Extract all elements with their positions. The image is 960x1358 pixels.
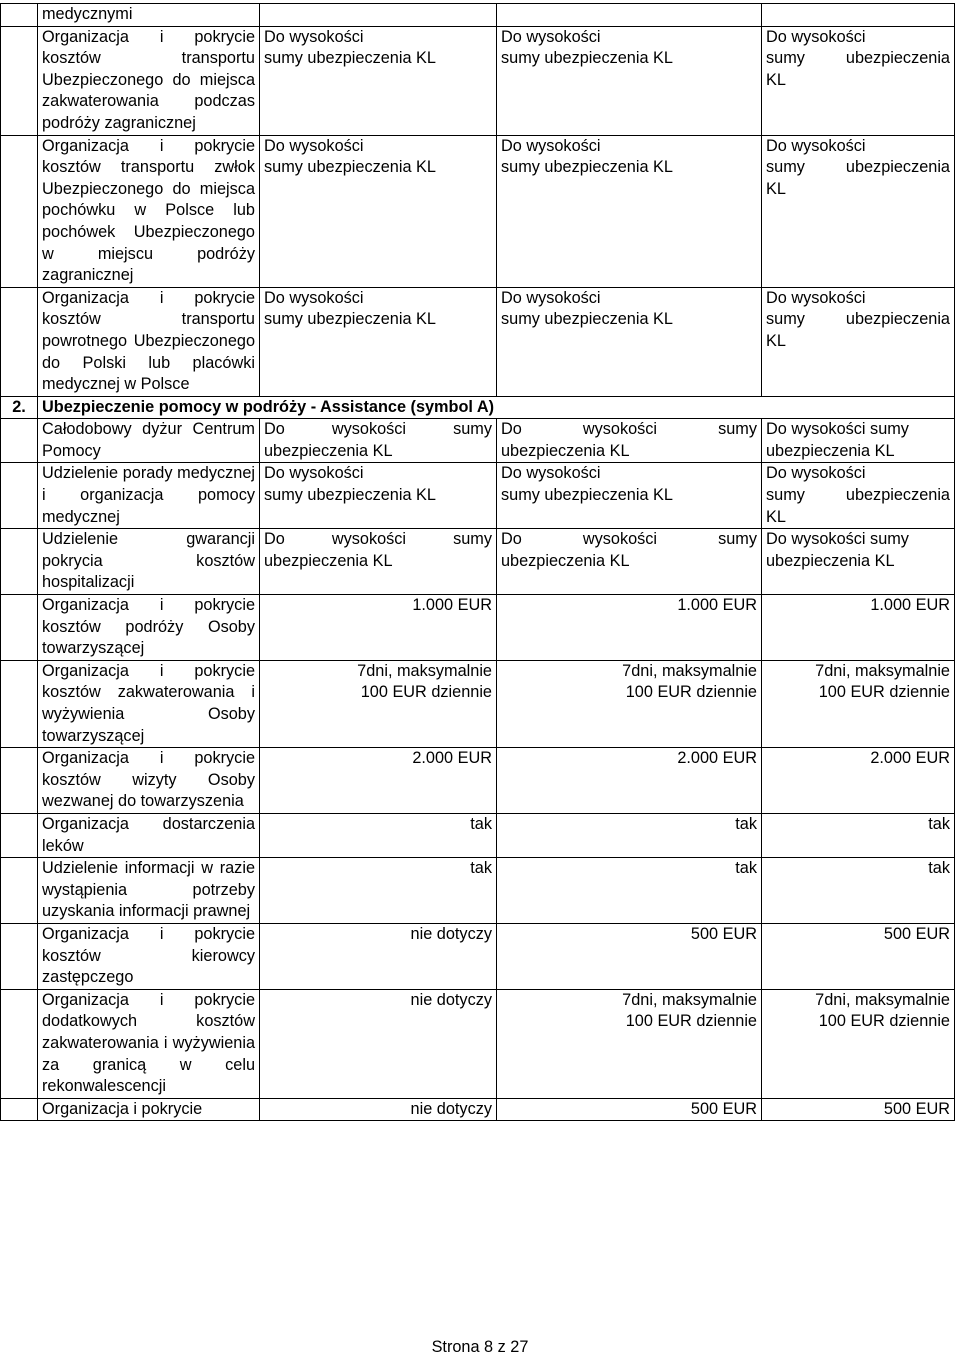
- table-row: [1, 26, 955, 135]
- value-cell: 2.000 EUR: [260, 748, 497, 814]
- value-cell: Do wysokości sumy ubezpieczenia KL: [497, 529, 762, 595]
- value-cell: 7dni, maksymalnie 100 EUR dziennie: [762, 660, 955, 747]
- value-cell: Do wysokości sumy ubezpieczenia KL: [762, 26, 955, 135]
- coverage-table: [0, 3, 955, 1121]
- table-row: [1, 989, 955, 1098]
- value-cell: Do wysokości sumy ubezpieczenia KL: [260, 135, 497, 287]
- table-row: [1, 419, 955, 463]
- value-cell: Do wysokości sumy ubezpieczenia KL: [762, 287, 955, 396]
- row-label: Udzielenie informacji w razie wystąpienia potrzeby uzyskania informacji prawnej: [38, 858, 260, 924]
- value-cell: tak: [260, 813, 497, 857]
- value-cell: 500 EUR: [762, 1098, 955, 1121]
- row-label: Organizacja dostarczenia leków: [38, 813, 260, 857]
- value-cell: 1.000 EUR: [260, 595, 497, 661]
- row-label: Organizacja i pokrycie kosztów transportu zwłok Ubezpieczonego do miejsca pochówku w Polsce lub pochówek Ubezpieczonego w miejscu podróży zagranicznej: [38, 135, 260, 287]
- row-number: [1, 858, 38, 924]
- table-row: [1, 660, 955, 747]
- value-cell: 7dni, maksymalnie 100 EUR dziennie: [497, 660, 762, 747]
- value-cell: Do wysokości sumy ubezpieczenia KL: [260, 529, 497, 595]
- value-cell: Do wysokości sumy ubezpieczenia KL: [497, 287, 762, 396]
- value-cell: [497, 4, 762, 27]
- table-row: [1, 135, 955, 287]
- value-cell: tak: [497, 858, 762, 924]
- value-cell: nie dotyczy: [260, 989, 497, 1098]
- value-cell: 2.000 EUR: [762, 748, 955, 814]
- table-row: [1, 595, 955, 661]
- row-number: [1, 923, 38, 989]
- value-cell: tak: [762, 813, 955, 857]
- value-cell: 7dni, maksymalnie 100 EUR dziennie: [497, 989, 762, 1098]
- table-row: [1, 1098, 955, 1121]
- table-row: [1, 287, 955, 396]
- value-cell: 7dni, maksymalnie 100 EUR dziennie: [762, 989, 955, 1098]
- row-label: Całodobowy dyżur Centrum Pomocy: [38, 419, 260, 463]
- row-number: [1, 419, 38, 463]
- value-cell: 2.000 EUR: [497, 748, 762, 814]
- row-number: [1, 135, 38, 287]
- value-cell: Do wysokości sumy ubezpieczenia KL: [762, 135, 955, 287]
- table-row: [1, 923, 955, 989]
- row-number: [1, 813, 38, 857]
- row-label: Organizacja i pokrycie kosztów podróży Osoby towarzyszącej: [38, 595, 260, 661]
- value-cell: Do wysokości sumy ubezpieczenia KL: [762, 463, 955, 529]
- page-number: Strona 8 z 27: [431, 1338, 529, 1356]
- value-cell: Do wysokości sumy ubezpieczenia KL: [497, 135, 762, 287]
- row-number: [1, 463, 38, 529]
- row-label: Organizacja i pokrycie kosztów zakwaterowania i wyżywienia Osoby towarzyszącej: [38, 660, 260, 747]
- value-cell: [762, 4, 955, 27]
- value-cell: [260, 4, 497, 27]
- table-row: [1, 4, 955, 27]
- value-cell: 500 EUR: [762, 923, 955, 989]
- value-cell: 500 EUR: [497, 923, 762, 989]
- value-cell: 1.000 EUR: [762, 595, 955, 661]
- row-label: Organizacja i pokrycie kosztów wizyty Osoby wezwanej do towarzyszenia: [38, 748, 260, 814]
- section-header-row: [1, 396, 955, 419]
- table-row: [1, 813, 955, 857]
- row-label: Organizacja i pokrycie dodatkowych kosztów zakwaterowania i wyżywienia za granicą w celu rekonwalescencji: [38, 989, 260, 1098]
- row-label: Organizacja i pokrycie kosztów transportu powrotnego Ubezpieczonego do Polski lub placówki medycznej w Polsce: [38, 287, 260, 396]
- value-cell: Do wysokości sumy ubezpieczenia KL: [762, 529, 955, 595]
- section-title: Ubezpieczenie pomocy w podróży - Assistance (symbol A): [38, 396, 955, 419]
- value-cell: Do wysokości sumy ubezpieczenia KL: [497, 419, 762, 463]
- row-label: Organizacja i pokrycie: [38, 1098, 260, 1121]
- table-row: [1, 748, 955, 814]
- table-row: [1, 463, 955, 529]
- value-cell: Do wysokości sumy ubezpieczenia KL: [497, 463, 762, 529]
- value-cell: Do wysokości sumy ubezpieczenia KL: [260, 26, 497, 135]
- value-cell: Do wysokości sumy ubezpieczenia KL: [497, 26, 762, 135]
- value-cell: tak: [762, 858, 955, 924]
- value-cell: nie dotyczy: [260, 1098, 497, 1121]
- value-cell: tak: [260, 858, 497, 924]
- value-cell: nie dotyczy: [260, 923, 497, 989]
- value-cell: Do wysokości sumy ubezpieczenia KL: [260, 287, 497, 396]
- value-cell: Do wysokości sumy ubezpieczenia KL: [762, 419, 955, 463]
- row-label: Organizacja i pokrycie kosztów transportu Ubezpieczonego do miejsca zakwaterowania podczas podróży zagranicznej: [38, 26, 260, 135]
- value-cell: Do wysokości sumy ubezpieczenia KL: [260, 419, 497, 463]
- value-cell: tak: [497, 813, 762, 857]
- row-label: medycznymi: [38, 4, 260, 27]
- value-cell: 1.000 EUR: [497, 595, 762, 661]
- row-number: [1, 595, 38, 661]
- row-number: [1, 26, 38, 135]
- row-number: [1, 989, 38, 1098]
- row-label: Organizacja i pokrycie kosztów kierowcy zastępczego: [38, 923, 260, 989]
- row-number: [1, 4, 38, 27]
- section-number: 2.: [1, 396, 38, 419]
- value-cell: Do wysokości sumy ubezpieczenia KL: [260, 463, 497, 529]
- row-label: Udzielenie porady medycznej i organizacja pomocy medycznej: [38, 463, 260, 529]
- row-number: [1, 1098, 38, 1121]
- row-number: [1, 748, 38, 814]
- table-row: [1, 858, 955, 924]
- row-label: Udzielenie gwarancji pokrycia kosztów hospitalizacji: [38, 529, 260, 595]
- row-number: [1, 287, 38, 396]
- row-number: [1, 660, 38, 747]
- row-number: [1, 529, 38, 595]
- value-cell: 500 EUR: [497, 1098, 762, 1121]
- value-cell: 7dni, maksymalnie 100 EUR dziennie: [260, 660, 497, 747]
- table-row: [1, 529, 955, 595]
